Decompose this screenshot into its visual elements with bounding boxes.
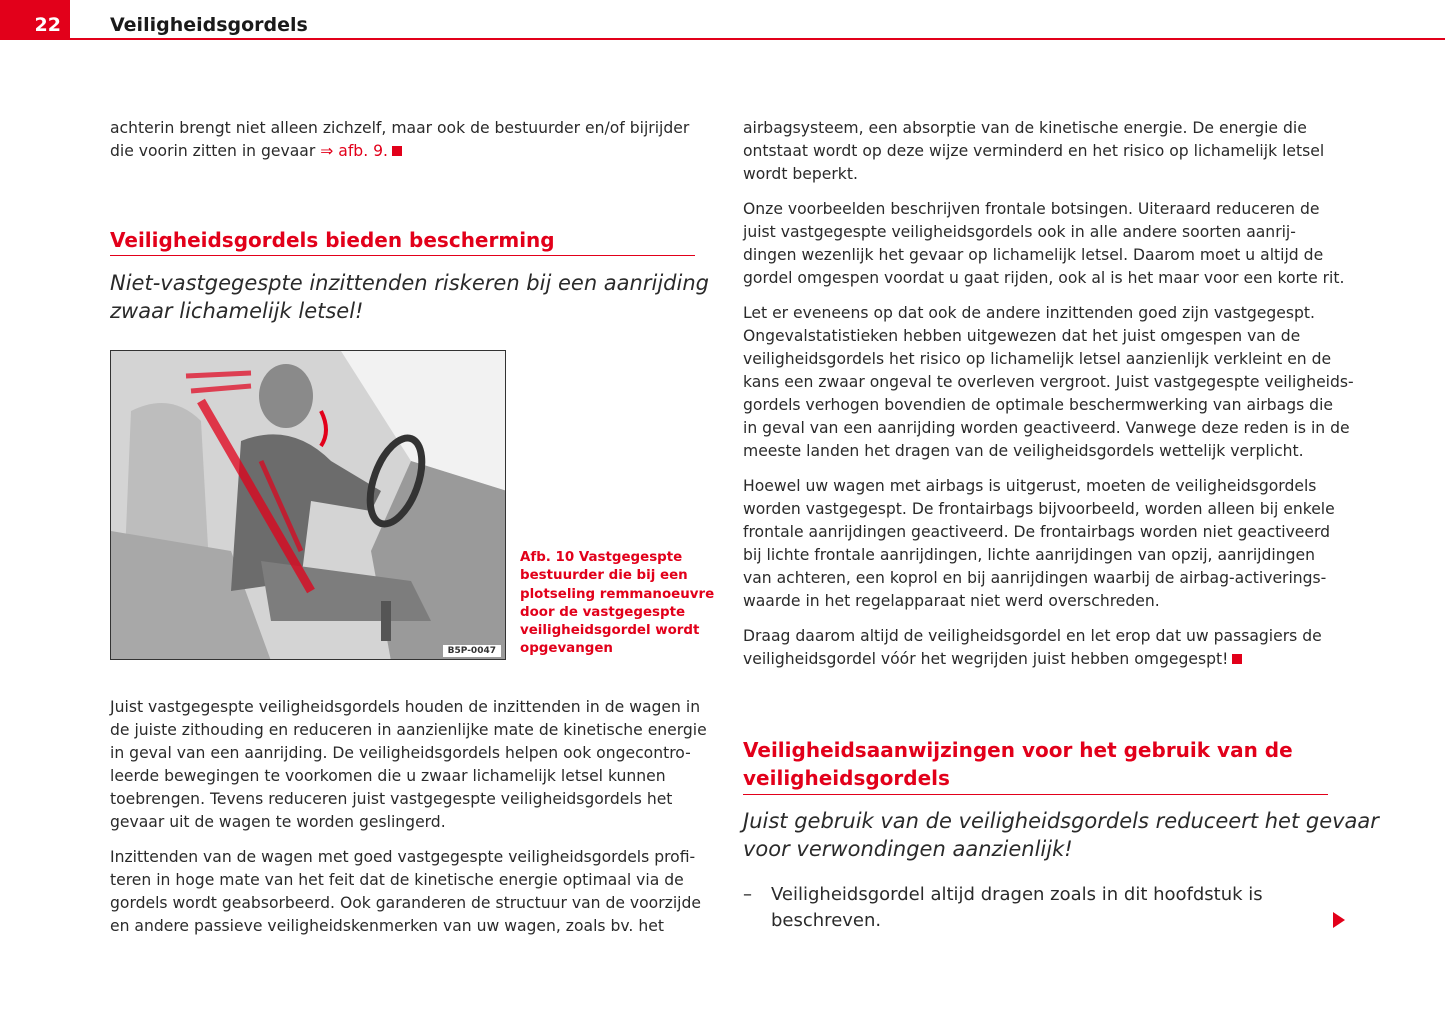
figure-reference-link[interactable]: ⇒ afb. 9. (320, 142, 388, 160)
text-line: Juist vastgegespte veiligheidsgordels houden de inzittenden in de wagen in (110, 698, 701, 716)
text-line: en andere passieve veiligheidskenmerken van uw wagen, zoals bv. het (110, 917, 664, 935)
text-line: kans een zwaar ongeval te overleven vergroot. Juist vastgegespte veiligheids- (743, 373, 1354, 391)
text-line: gordels wordt geabsorbeerd. Ook garanderen de structuur van de voorzijde (110, 894, 701, 912)
figure-caption (520, 549, 714, 659)
text-line: airbagsysteem, een absorptie van de kinetische energie. De energie die (743, 119, 1307, 137)
left-body (110, 696, 707, 950)
text-line: achterin brengt niet alleen zichzelf, maar ook de bestuurder en/of bijrijder (110, 119, 690, 137)
header-rule (70, 38, 1445, 40)
text-line: Inzittenden van de wagen met goed vastgegespte veiligheidsgordels profi- (110, 848, 696, 866)
text-line: zwaar lichamelijk letsel! (110, 299, 364, 323)
figure-code: B5P-0047 (443, 645, 501, 657)
text-line: meeste landen het dragen van de veiligheidsgordels wettelijk verplicht. (743, 442, 1304, 460)
text-line (110, 140, 689, 163)
text-line: Juist gebruik van de veiligheidsgordels reduceert het gevaar (743, 809, 1379, 833)
driver-illustration (111, 351, 506, 660)
text-line: teren in hoge mate van het feit dat de kinetische energie optimaal via de (110, 871, 684, 889)
text-line: in geval van een aanrijding worden geactiveerd. Vanwege deze reden is in de (743, 419, 1350, 437)
right-body (743, 117, 1354, 683)
text-line: gordels verhogen bovendien de optimale beschermwerking van airbags die (743, 396, 1334, 414)
text-line: veiligheidsgordels (743, 766, 950, 790)
text-line: van achteren, een koprol en bij aanrijdingen waarbij de airbag-activerings- (743, 569, 1327, 587)
text-line: voor verwondingen aanzienlijk! (743, 837, 1073, 861)
section-heading-2 (743, 736, 1328, 795)
text-line: beschreven. (771, 910, 882, 931)
text-line: Hoewel uw wagen met airbags is uitgerust, moeten de veiligheidsgordels (743, 477, 1317, 495)
text-line: die voorin zitten in gevaar (110, 142, 321, 160)
end-marker-icon (392, 146, 402, 156)
page-number: 22 (0, 0, 70, 40)
paragraph (110, 846, 707, 938)
caption-line: opgevangen (520, 641, 613, 657)
text-line: de juiste zithouding en reduceren in aanzienlijke mate de kinetische energie (110, 721, 707, 739)
caption-line: bestuurder die bij een (520, 568, 688, 584)
text-line: Ongevalstatistieken hebben uitgewezen dat het juist omgespen van de (743, 327, 1301, 345)
text-line: juist vastgegespte veiligheidsgordels ook in alle andere soorten aanrij- (743, 223, 1296, 241)
paragraph (743, 117, 1354, 186)
text-line: veiligheidsgordel vóór het wegrijden juist hebben omgegespt! (743, 648, 1354, 671)
chapter-title: Veiligheidsgordels (110, 14, 308, 36)
paragraph (743, 302, 1354, 463)
section-heading: Veiligheidsgordels bieden bescherming (110, 226, 695, 256)
caption-line: veiligheidsgordel wordt (520, 623, 700, 639)
figure-image-driver-seatbelt (110, 350, 506, 660)
text-line: Draag daarom altijd de veiligheidsgordel en let erop dat uw passagiers de (743, 627, 1322, 645)
text-line: wordt beperkt. (743, 165, 858, 183)
text-line: worden vastgegespt. De frontairbags bijvoorbeeld, worden alleen bij enkele (743, 500, 1335, 518)
text-line: veiligheidsgordels het risico op lichamelijk letsel aanzienlijk verkleint en de (743, 350, 1332, 368)
intro-paragraph (110, 117, 689, 163)
text-line: frontale aanrijdingen geactiveerd. De frontairbags worden niet geactiveerd (743, 523, 1331, 541)
bullet-item (743, 882, 1263, 934)
text-line: ontstaat wordt op deze wijze verminderd en het risico op lichamelijk letsel (743, 142, 1325, 160)
text-line: dingen wezenlijk het gevaar op lichamelijk letsel. Daarom moet u altijd de (743, 246, 1324, 264)
caption-line: door de vastgegespte (520, 604, 686, 620)
paragraph (743, 198, 1354, 290)
text-line: gordel omgespen voordat u gaat rijden, ook al is het maar voor een korte rit. (743, 269, 1345, 287)
next-page-arrow-icon[interactable] (1333, 912, 1345, 928)
text-line: Onze voorbeelden beschrijven frontale botsingen. Uiteraard reduceren de (743, 200, 1320, 218)
text-line: bij lichte frontale aanrijdingen, lichte aanrijdingen van opzij, aanrijdingen (743, 546, 1316, 564)
text-line: Veiligheidsgordel altijd dragen zoals in dit hoofdstuk is (771, 884, 1263, 905)
paragraph (110, 696, 707, 834)
caption-line: Afb. 10 Vastgegespte (520, 550, 683, 565)
text-line: waarde in het regelapparaat niet werd overschreden. (743, 592, 1160, 610)
text-line: Veiligheidsaanwijzingen voor het gebruik van de (743, 738, 1293, 762)
bullet-dash: – (743, 884, 752, 905)
text-line: Niet-vastgegespte inzittenden riskeren bij een aanrijding (110, 271, 709, 295)
text-line: Let er eveneens op dat ook de andere inzittenden goed zijn vastgegespt. (743, 304, 1315, 322)
text-line: gevaar uit de wagen te worden geslingerd. (110, 813, 446, 831)
end-marker-icon (1232, 654, 1242, 664)
paragraph (743, 475, 1354, 613)
paragraph (743, 625, 1354, 671)
section-lead-2 (743, 807, 1379, 863)
text-line: leerde bewegingen te voorkomen die u zwaar lichamelijk letsel kunnen (110, 767, 666, 785)
text-line: toebrengen. Tevens reduceren juist vastgegespte veiligheidsgordels het (110, 790, 673, 808)
caption-line: plotseling remmanoeuvre (520, 586, 715, 602)
section-lead (110, 269, 709, 325)
text-line: in geval van een aanrijding. De veiligheidsgordels helpen ook ongecontro- (110, 744, 691, 762)
